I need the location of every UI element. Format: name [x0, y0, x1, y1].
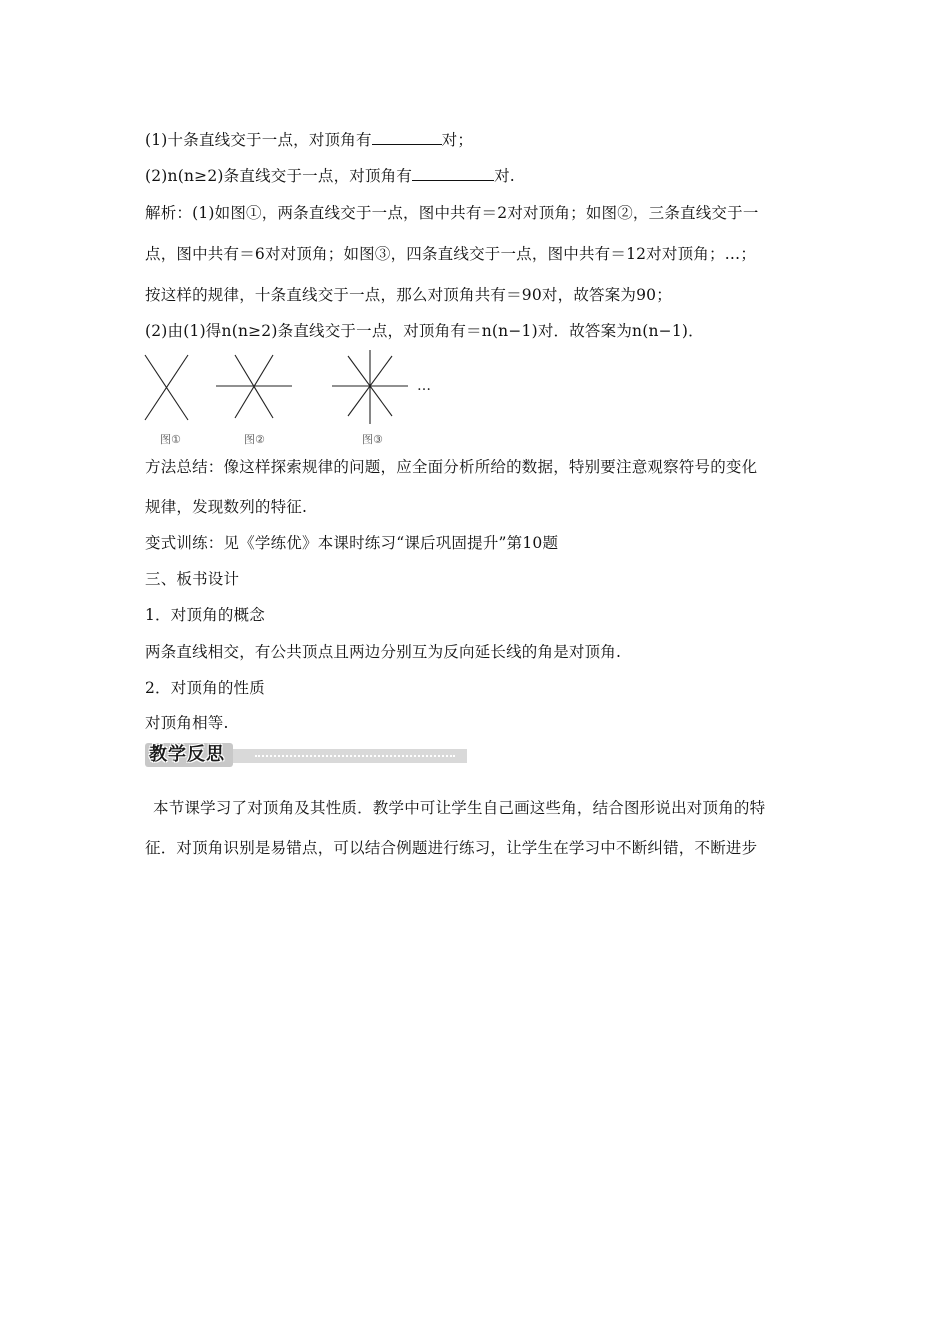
solution-line-4: (2)由(1)得n(n≥2)条直线交于一点，对顶角有＝n(n−1)对．故答案为n(n−1)． — [145, 322, 704, 340]
question-2 — [145, 164, 515, 186]
figure-2-label: 图② — [244, 433, 265, 446]
reflection-line-1: 本节课学习了对顶角及其性质．教学中可让学生自己画这些角，结合图形说出对顶角的特 — [153, 799, 766, 817]
method-summary-line-1: 方法总结：像这样探索规律的问题，应全面分析所给的数据，特别要注意观察符号的变化 — [145, 458, 758, 476]
teaching-reflection-heading — [145, 743, 467, 767]
board-item-1-title: 1．对顶角的概念 — [145, 606, 265, 624]
question-1-suffix: 对； — [441, 131, 474, 149]
figure-1-two-lines — [145, 355, 188, 420]
heading-dotted-rule — [255, 755, 455, 757]
question-2-suffix: 对. — [494, 167, 515, 185]
solution-line-2: 点，图中共有＝6对对顶角；如图③，四条直线交于一点，图中共有＝12对对顶角；…； — [145, 245, 757, 263]
board-item-1-text: 两条直线相交，有公共顶点且两边分别互为反向延长线的角是对顶角. — [145, 643, 622, 661]
answer-blank-2 — [412, 166, 494, 181]
figure-3-four-lines — [332, 350, 408, 424]
board-item-2-text: 对顶角相等. — [145, 714, 229, 732]
board-item-2-title: 2．对顶角的性质 — [145, 679, 265, 697]
figure-3-label: 图③ — [362, 433, 383, 446]
board-design-title: 三、板书设计 — [145, 570, 240, 588]
reflection-line-2: 征．对顶角识别是易错点，可以结合例题进行练习，让学生在学习中不断纠错，不断进步 — [145, 839, 758, 857]
figure-1-label: 图① — [160, 433, 181, 446]
variant-training: 变式训练：见《学练优》本课时练习“课后巩固提升”第10题 — [145, 534, 559, 552]
solution-line-3: 按这样的规律，十条直线交于一点，那么对顶角共有＝90对，故答案为90； — [145, 286, 672, 304]
question-2-text: (2)n(n≥2)条直线交于一点，对顶角有 — [145, 167, 413, 185]
method-summary-line-2: 规律，发现数列的特征. — [145, 498, 308, 516]
question-1 — [145, 128, 473, 150]
answer-blank-1 — [372, 130, 442, 145]
figures-ellipsis: … — [417, 378, 431, 394]
solution-line-1: 解析：(1)如图①，两条直线交于一点，图中共有＝2对对顶角；如图②，三条直线交于一 — [145, 204, 759, 222]
question-1-text: (1)十条直线交于一点，对顶角有 — [145, 131, 372, 149]
figure-2-three-lines — [216, 355, 292, 418]
intersecting-lines-figures — [140, 348, 460, 448]
heading-label: 教学反思 — [145, 743, 233, 767]
